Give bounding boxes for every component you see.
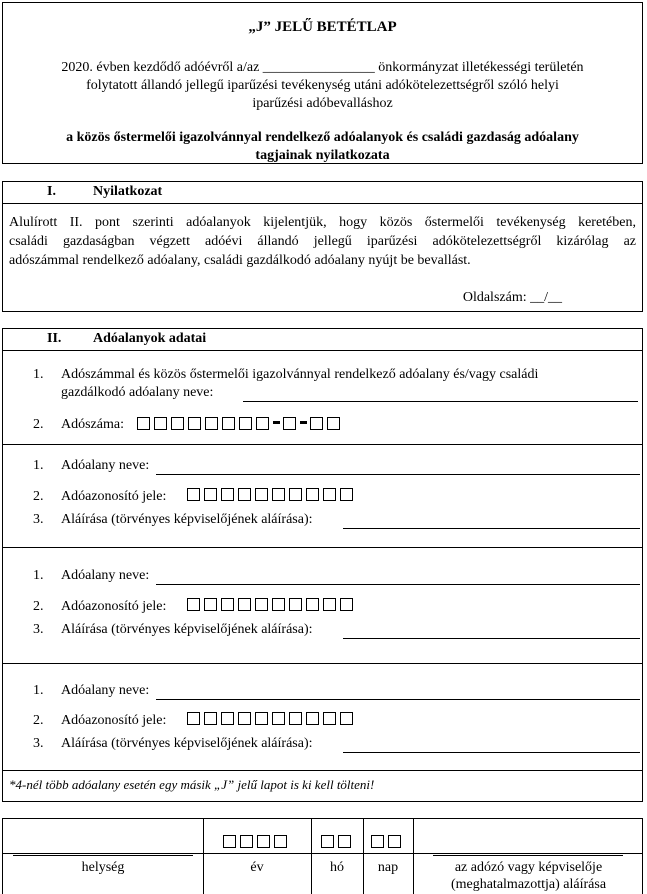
digit-box[interactable] xyxy=(323,598,336,611)
date-month-boxes[interactable] xyxy=(321,835,355,851)
item-number: 2. xyxy=(33,713,44,728)
digit-box[interactable] xyxy=(221,598,234,611)
digit-box[interactable] xyxy=(238,488,251,501)
digit-box[interactable] xyxy=(204,488,217,501)
date-day-boxes[interactable] xyxy=(371,835,405,851)
person-sign-field[interactable] xyxy=(343,528,640,529)
person-sign-label: Aláírása (törvényes képviselőjének aláírása): xyxy=(61,622,313,637)
person-sign-label: Aláírása (törvényes képviselőjének aláírása): xyxy=(61,736,313,751)
divider xyxy=(3,853,642,854)
tax-number-boxes[interactable] xyxy=(137,417,344,433)
person-name-field[interactable] xyxy=(156,699,640,700)
item-number: 2. xyxy=(33,489,44,504)
person-name-label: Adóalany neve: xyxy=(61,683,150,698)
digit-box[interactable] xyxy=(238,598,251,611)
digit-box[interactable] xyxy=(340,712,353,725)
declaration-line: Alulírott II. pont szerinti adóalanyok kijelentjük, hogy közös őstermelői tevékenység keretében, xyxy=(9,215,636,230)
month-label: hó xyxy=(330,860,344,875)
person-sign-label: Aláírása (törvényes képviselőjének aláírása): xyxy=(61,512,313,527)
digit-box[interactable] xyxy=(283,417,296,430)
person-sign-field[interactable] xyxy=(343,638,640,639)
person-id-label: Adóazonosító jele: xyxy=(61,599,167,614)
digit-box[interactable] xyxy=(323,488,336,501)
digit-box[interactable] xyxy=(238,712,251,725)
person-id-boxes[interactable] xyxy=(187,598,357,614)
item-number: 3. xyxy=(33,736,44,751)
signature-field[interactable] xyxy=(433,855,623,856)
tax-number-label: Adószáma: xyxy=(61,417,124,432)
digit-box[interactable] xyxy=(340,488,353,501)
header-box xyxy=(2,2,643,164)
digit-box[interactable] xyxy=(323,712,336,725)
digit-box[interactable] xyxy=(188,417,201,430)
digit-box[interactable] xyxy=(289,598,302,611)
person-id-boxes[interactable] xyxy=(187,712,357,728)
separator-dash xyxy=(273,421,280,424)
intro-post: önkormányzat illetékességi területén xyxy=(374,60,584,75)
declaration-text xyxy=(9,213,636,270)
intro-line-1 xyxy=(3,60,642,76)
digit-box[interactable] xyxy=(204,598,217,611)
item-number: 3. xyxy=(33,622,44,637)
digit-box[interactable] xyxy=(205,417,218,430)
intro-pre: 2020. évben kezdődő adóévről a/az xyxy=(61,60,263,75)
page-number-field[interactable]: Oldalszám: __/__ xyxy=(462,290,562,305)
digit-box[interactable] xyxy=(289,488,302,501)
declaration-line: családi gazdaságban végzett adóévi állandó jellegű iparűzési adókötelezettségről kizárólag az xyxy=(9,234,636,249)
separator-dash xyxy=(300,421,307,424)
intro-line-3: iparűzési adóbevalláshoz xyxy=(252,96,393,111)
item-number: 1. xyxy=(33,458,44,473)
digit-box[interactable] xyxy=(257,835,270,848)
divider xyxy=(3,444,642,445)
digit-box[interactable] xyxy=(388,835,401,848)
section-taxpayers xyxy=(2,328,643,802)
digit-box[interactable] xyxy=(371,835,384,848)
person-sign-field[interactable] xyxy=(343,752,640,753)
digit-box[interactable] xyxy=(204,712,217,725)
digit-box[interactable] xyxy=(272,598,285,611)
digit-box[interactable] xyxy=(289,712,302,725)
date-year-boxes[interactable] xyxy=(223,835,291,851)
person-name-label: Adóalany neve: xyxy=(61,568,150,583)
main-name-label-1: Adószámmal és közös őstermelői igazolvánnyal rendelkező adóalany és/vagy családi xyxy=(61,367,539,382)
digit-box[interactable] xyxy=(137,417,150,430)
item-number: 1. xyxy=(33,683,44,698)
digit-box[interactable] xyxy=(171,417,184,430)
digit-box[interactable] xyxy=(222,417,235,430)
digit-box[interactable] xyxy=(340,598,353,611)
year-label: év xyxy=(250,860,264,875)
footnote: *4-nél több adóalany esetén egy másik „J” jelű lapot is ki kell tölteni! xyxy=(9,777,375,792)
digit-box[interactable] xyxy=(321,835,334,848)
digit-box[interactable] xyxy=(221,712,234,725)
divider xyxy=(363,819,364,894)
municipality-field[interactable]: ________________ xyxy=(262,60,375,75)
form-title: „J” JELŰ BETÉTLAP xyxy=(248,19,397,35)
digit-box[interactable] xyxy=(255,598,268,611)
digit-box[interactable] xyxy=(306,598,319,611)
person-name-label: Adóalany neve: xyxy=(61,458,150,473)
divider xyxy=(3,663,642,664)
divider xyxy=(203,819,204,894)
digit-box[interactable] xyxy=(187,488,200,501)
digit-box[interactable] xyxy=(272,488,285,501)
place-label: helység xyxy=(81,860,125,875)
declaration-line: adószámmal rendelkező adóalany, családi gazdálkodó adóalany nyújt be bevallást. xyxy=(9,253,471,268)
signer-label-2: (meghatalmazottja) aláírása xyxy=(450,877,607,892)
signature-box xyxy=(2,818,643,894)
day-label: nap xyxy=(377,860,399,875)
digit-box[interactable] xyxy=(306,712,319,725)
section-header xyxy=(3,182,642,204)
digit-box[interactable] xyxy=(272,712,285,725)
place-field[interactable] xyxy=(13,855,193,856)
person-id-boxes[interactable] xyxy=(187,488,357,504)
section-title: Adóalanyok adatai xyxy=(93,331,207,346)
digit-box[interactable] xyxy=(255,712,268,725)
item-number: 1. xyxy=(33,367,44,382)
divider xyxy=(311,819,312,894)
section-declaration xyxy=(2,181,643,312)
person-name-field[interactable] xyxy=(156,584,640,585)
digit-box[interactable] xyxy=(338,835,351,848)
digit-box[interactable] xyxy=(223,835,236,848)
digit-box[interactable] xyxy=(256,417,269,430)
item-number: 1. xyxy=(33,568,44,583)
digit-box[interactable] xyxy=(327,417,340,430)
digit-box[interactable] xyxy=(239,417,252,430)
digit-box[interactable] xyxy=(274,835,287,848)
person-id-label: Adóazonosító jele: xyxy=(61,713,167,728)
section-number: II. xyxy=(47,331,62,346)
person-id-label: Adóazonosító jele: xyxy=(61,489,167,504)
person-name-field[interactable] xyxy=(156,474,640,475)
digit-box[interactable] xyxy=(240,835,253,848)
divider xyxy=(3,770,642,771)
main-name-label-2: gazdálkodó adóalany neve: xyxy=(61,385,214,400)
digit-box[interactable] xyxy=(221,488,234,501)
item-number: 2. xyxy=(33,599,44,614)
subtitle-line-1: a közös őstermelői igazolvánnyal rendelkező adóalanyok és családi gazdaság adóalany xyxy=(66,130,579,145)
item-number: 3. xyxy=(33,512,44,527)
digit-box[interactable] xyxy=(306,488,319,501)
digit-box[interactable] xyxy=(255,488,268,501)
digit-box[interactable] xyxy=(187,598,200,611)
digit-box[interactable] xyxy=(154,417,167,430)
main-name-field[interactable] xyxy=(243,401,638,402)
intro-line-2: folytatott állandó jellegű iparűzési tevékenység utáni adókötelezettségről szóló helyi xyxy=(86,78,559,93)
section-title: Nyilatkozat xyxy=(93,184,163,199)
signer-label-1: az adózó vagy képviselője xyxy=(454,860,603,875)
digit-box[interactable] xyxy=(310,417,323,430)
divider xyxy=(3,547,642,548)
section-number: I. xyxy=(47,184,56,199)
section-header xyxy=(3,329,642,351)
digit-box[interactable] xyxy=(187,712,200,725)
subtitle-line-2: tagjainak nyilatkozata xyxy=(255,148,390,163)
item-number: 2. xyxy=(33,417,44,432)
